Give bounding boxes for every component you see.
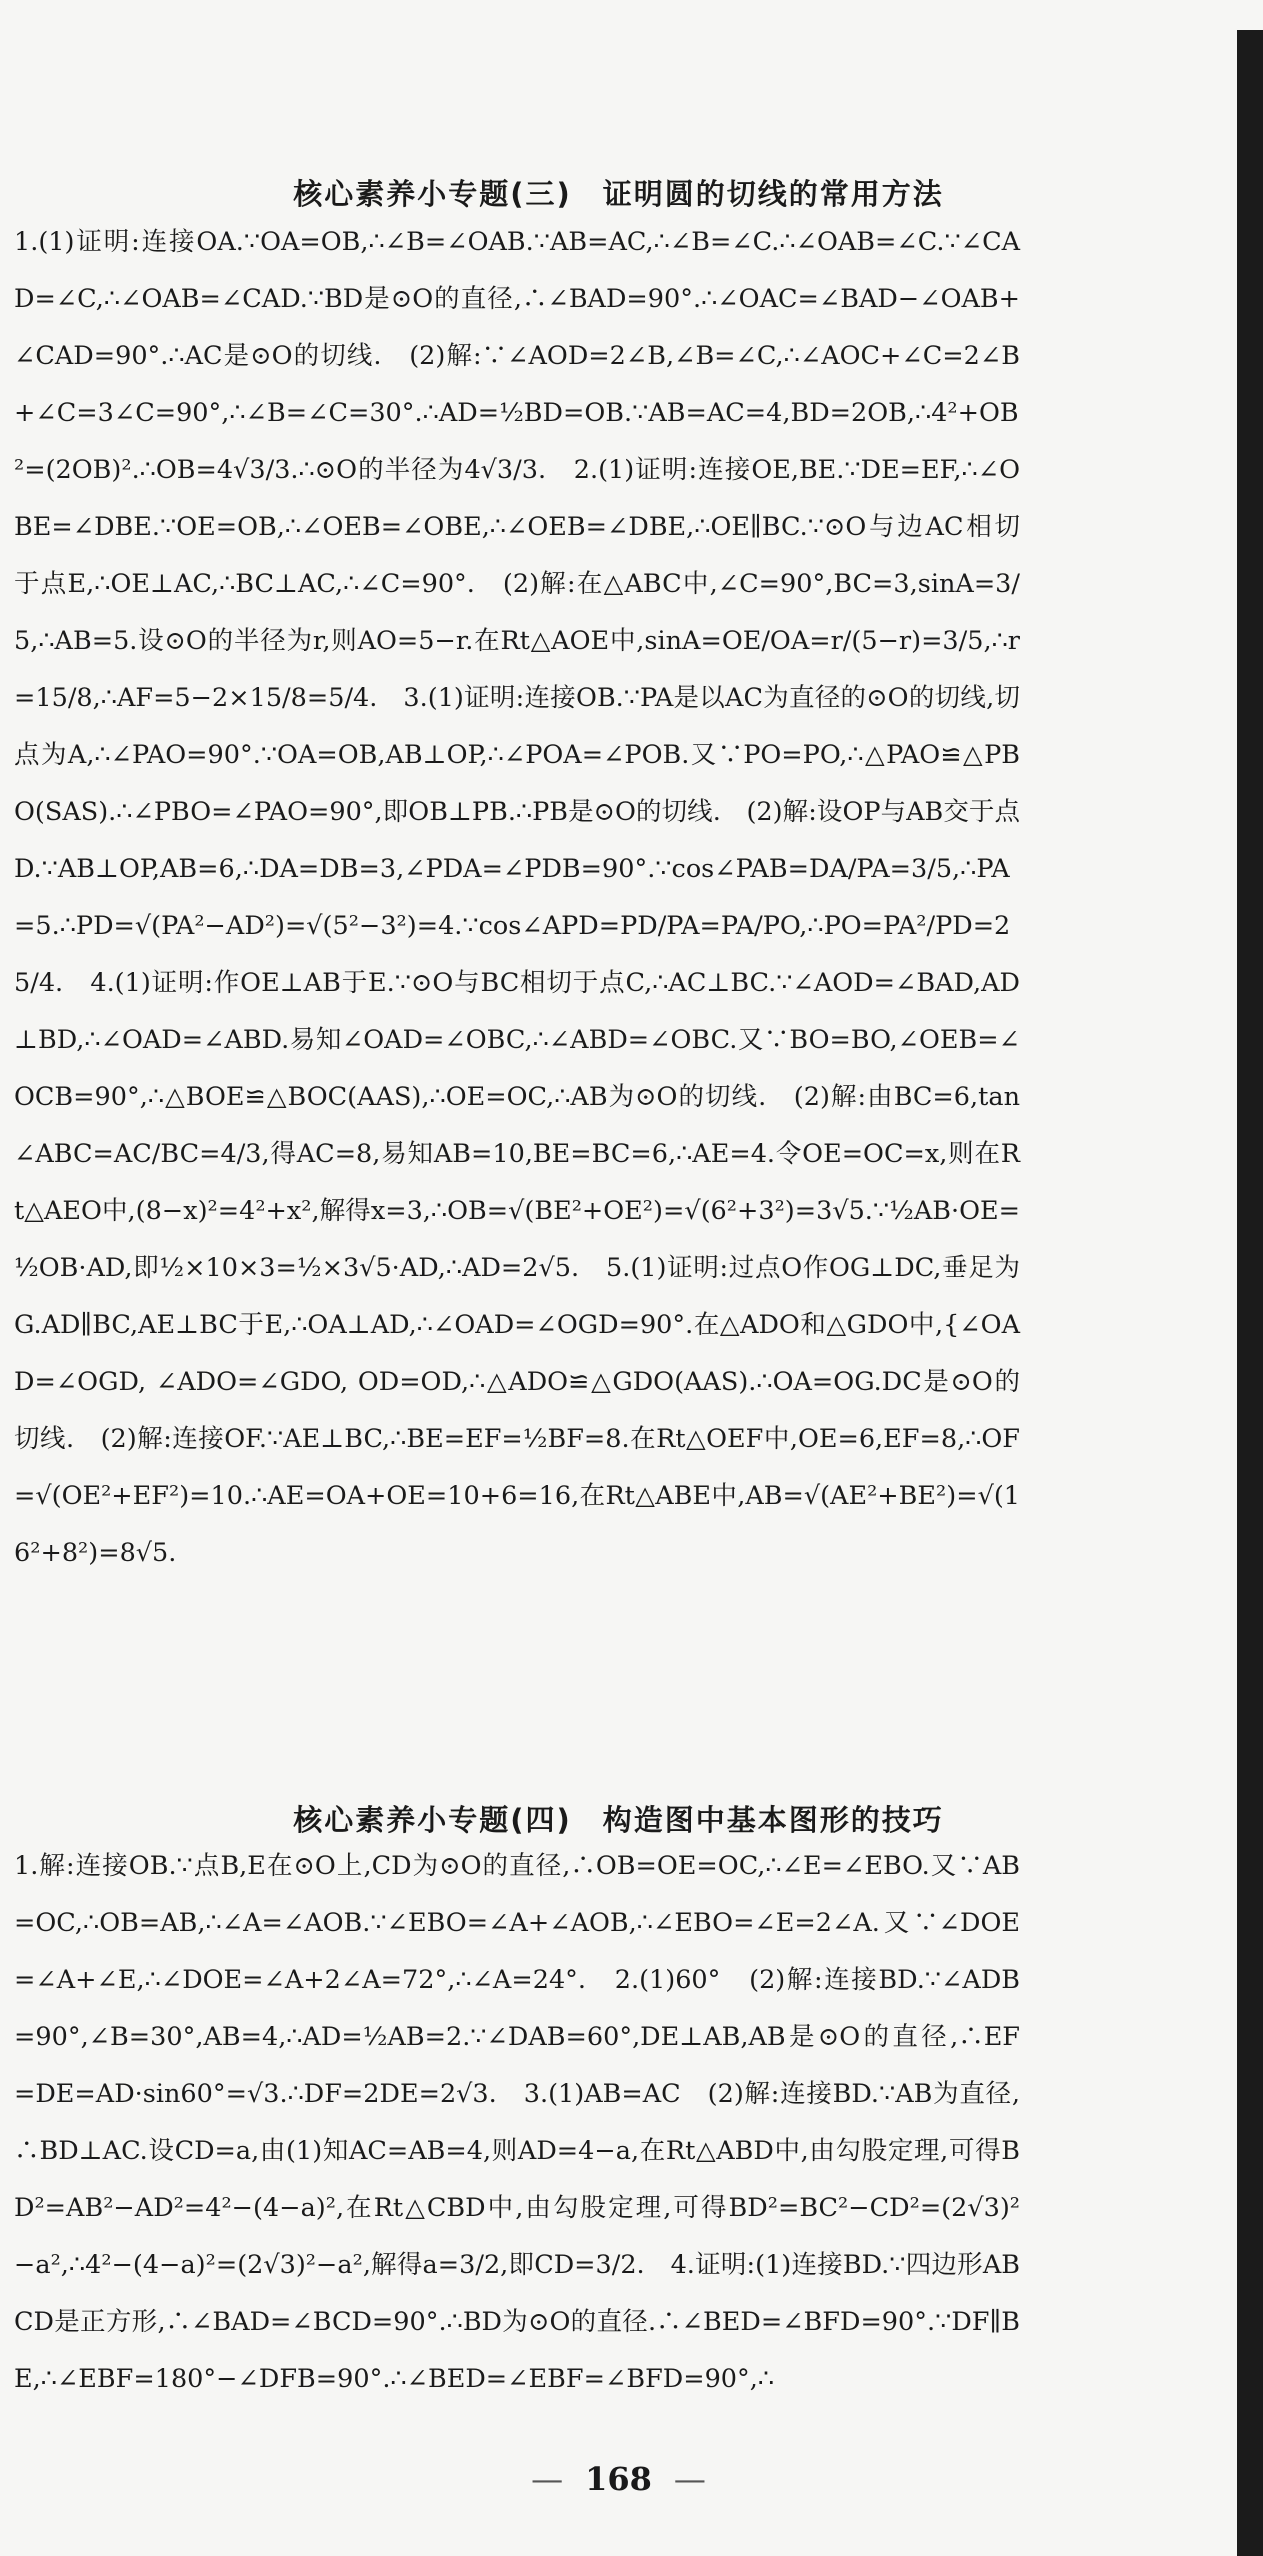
section-body-3: 1.(1)证明:连接OA.∵OA=OB,∴∠B=∠OAB.∵AB=AC,∴∠B=∠C.∴∠OAB=∠C.∵∠CAD=∠C,∴∠OAB=∠CAD.∵BD是⊙O的直径,∴∠BAD=90°.∴∠OAC=∠BAD−∠OAB+∠CAD=90°.∴AC是⊙O的切线. (2)解:∵∠AOD=2∠B,∠B=∠C,∴∠AOC+∠C=2∠B+∠C=3∠C=90°,∴∠B=∠C=30°.∴AD=½BD=OB.∵AB=AC=4,BD=2OB,∴4²+OB²=(2OB)².∴OB=4√3/3.∴⊙O的半径为4√3/3. 2.(1)证明:连接OE,BE.∵DE=EF,∴∠OBE=∠DBE.∵OE=OB,∴∠OEB=∠OBE,∴∠OEB=∠DBE,∴OE∥BC.∵⊙O与边AC相切于点E,∴OE⊥AC,∴BC⊥AC,∴∠C=90°. (2)解:在△ABC中,∠C=90°,BC=3,sinA=3/5,∴AB=5.设⊙O的半径为r,则AO=5−r.在Rt△AOE中,sinA=OE/OA=r/(5−r)=3/5,∴r=15/8,∴AF=5−2×15/8=5/4. 3.(1)证明:连接OB.∵PA是以AC为直径的⊙O的切线,切点为A,∴∠PAO=90°.∵OA=OB,AB⊥OP,∴∠POA=∠POB.又∵PO=PO,∴△PAO≌△PBO(SAS).∴∠PBO=∠PAO=90°,即OB⊥PB.∴PB是⊙O的切线. (2)解:设OP与AB交于点D.∵AB⊥OP,AB=6,∴DA=DB=3,∠PDA=∠PDB=90°.∵cos∠PAB=DA/PA=3/5,∴PA=5.∴PD=√(PA²−AD²)=√(5²−3²)=4.∵cos∠APD=PD/PA=PA/PO,∴PO=PA²/PD=25/4. 4.(1)证明:作OE⊥AB于E.∵⊙O与BC相切于点C,∴AC⊥BC.∵∠AOD=∠BAD,AD⊥BD,∴∠OAD=∠ABD.易知∠OAD=∠OBC,∴∠ABD=∠OBC.又∵BO=BO,∠OEB=∠OCB=90°,∴△BOE≌△BOC(AAS),∴OE=OC,∴AB为⊙O的切线. (2)解:由BC=6,tan∠ABC=AC/BC=4/3,得AC=8,易知AB=10,BE=BC=6,∴AE=4.令OE=OC=x,则在Rt△AEO中,(8−x)²=4²+x²,解得x=3,∴OB=√(BE²+OE²)=√(6²+3²)=3√5.∵½AB·OE=½OB·AD,即½×10×3=½×3√5·AD,∴AD=2√5. 5.(1)证明:过点O作OG⊥DC,垂足为G.AD∥BC,AE⊥BC于E,∴OA⊥AD,∴∠OAD=∠OGD=90°.在△ADO和△GDO中,{∠OAD=∠OGD, ∠ADO=∠GDO, OD=OD,∴△ADO≌△GDO(AAS).∴OA=OG.DC是⊙O的切线. (2)解:连接OF.∵AE⊥BC,∴BE=EF=½BF=8.在Rt△OEF中,OE=6,EF=8,∴OF=√(OE²+EF²)=10.∴AE=OA+OE=10+6=16,在Rt△ABE中,AB=√(AE²+BE²)=√(16²+8²)=8√5.	[14, 227, 1020, 1568]
section-heading-3: 核心素养小专题(三) 证明圆的切线的常用方法	[293, 177, 944, 211]
page-number: 168	[585, 2460, 652, 2498]
section-body-4: 1.解:连接OB.∵点B,E在⊙O上,CD为⊙O的直径,∴OB=OE=OC,∴∠E=∠EBO.又∵AB=OC,∴OB=AB,∴∠A=∠AOB.∵∠EBO=∠A+∠AOB,∴∠EBO=∠E=2∠A.又∵∠DOE=∠A+∠E,∴∠DOE=∠A+2∠A=72°,∴∠A=24°. 2.(1)60° (2)解:连接BD.∵∠ADB=90°,∠B=30°,AB=4,∴AD=½AB=2.∵∠DAB=60°,DE⊥AB,AB是⊙O的直径,∴EF=DE=AD·sin60°=√3.∴DF=2DE=2√3. 3.(1)AB=AC (2)解:连接BD.∵AB为直径,∴BD⊥AC.设CD=a,由(1)知AC=AB=4,则AD=4−a,在Rt△ABD中,由勾股定理,可得BD²=AB²−AD²=4²−(4−a)²,在Rt△CBD中,由勾股定理,可得BD²=BC²−CD²=(2√3)²−a²,∴4²−(4−a)²=(2√3)²−a²,解得a=3/2,即CD=3/2. 4.证明:(1)连接BD.∵四边形ABCD是正方形,∴∠BAD=∠BCD=90°.∴BD为⊙O的直径.∴∠BED=∠BFD=90°.∵DF∥BE,∴∠EBF=180°−∠DFB=90°.∴∠BED=∠EBF=∠BFD=90°,∴	[14, 1851, 1021, 2394]
section-heading-4: 核心素养小专题(四) 构造图中基本图形的技巧	[293, 1803, 944, 1837]
scan-edge-shadow	[1237, 30, 1263, 2556]
page-footer	[0, 2460, 1237, 2498]
footer-dash-left: —	[531, 2460, 564, 2498]
footer-dash-right: —	[673, 2460, 706, 2498]
